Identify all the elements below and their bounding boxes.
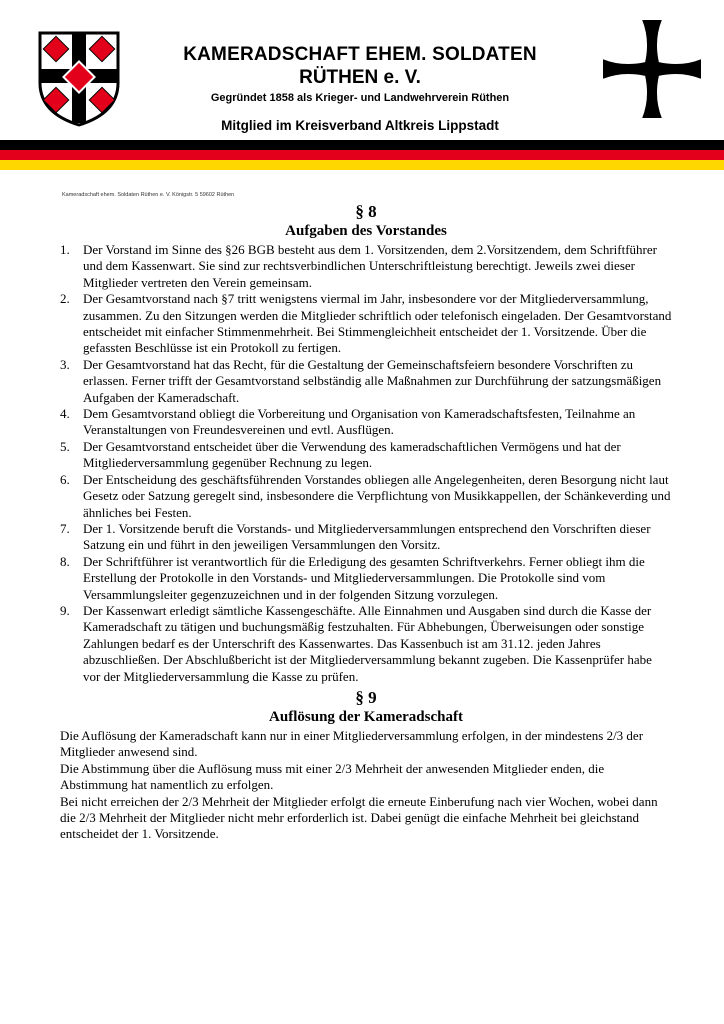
coat-of-arms-icon	[38, 31, 120, 127]
sender-address: Kameradschaft ehem. Soldaten Rüthen e. V. Königstr. 5 59602 Rüthen	[62, 192, 235, 198]
list-item-text: Der Gesamtvorstand entscheidet über die Verwendung des kameradschaftlichen Vermögens und hat der Mitgliederversammlung gegenüber Rechnung zu legen.	[83, 438, 621, 471]
org-title-line1: KAMERADSCHAFT EHEM. SOLDATEN	[183, 44, 537, 65]
list-item-text: Der Schriftführer ist verantwortlich für die Erledigung des gesamten Schriftverkehrs. Ferner obliegt ihm die Erstellung der Protokolle in den Vorstands- und Mitgliederversammlungen. Die Protokolle sind vom Versammlungsleiter gegenzuzeichnen und in der folgenden Sitzung vorzulegen.	[83, 553, 645, 602]
list-item	[60, 406, 672, 439]
section-9-paragraph: Bei nicht erreichen der 2/3 Mehrheit der Mitglieder erfolgt die erneute Einberufung nach vier Wochen, wobei dann die 2/3 Mehrheit der Mitglieder nicht mehr erforderlich ist. Dabei genügt die einfache Mehrheit bei gleichstand entscheidet der 1. Vorsitzende.	[60, 793, 658, 842]
section-9-title: Auflösung der Kameradschaft	[269, 708, 463, 725]
flag-stripe-red	[0, 150, 724, 160]
section-8-number: § 8	[355, 202, 377, 221]
list-item	[60, 472, 672, 521]
list-item-text: Der Gesamtvorstand nach §7 tritt wenigstens viermal im Jahr, insbesondere vor der Mitgliederversammlung, zusammen. Zu den Sitzungen werden die Mitglieder schriftlich oder telefonisch eingeladen. Der Gesamtvorstand entscheidet mit einfacher Stimmenmehrheit. Bei Stimmengleichheit entscheidet der 1. Vorsitzende. Über die gefassten Beschlüsse ist ein Protokoll zu fertigen.	[83, 291, 672, 356]
list-item-text: Der 1. Vorsitzende beruft die Vorstands- und Mitgliederversammlungen entsprechend den Vorschriften dieser Satzung ein und führt in den jeweiligen Versammlungen den Vorsitz.	[83, 520, 651, 553]
section-9-number: § 9	[355, 687, 377, 707]
list-item	[60, 291, 672, 357]
list-item-number: 9.	[60, 602, 70, 618]
list-item-number: 6.	[60, 471, 70, 487]
list-item-text: Der Kassenwart erledigt sämtliche Kassengeschäfte. Alle Einnahmen und Ausgaben sind durch die Kasse der Kameradschaft zu tätigen und buchungsmäßig festzuhalten. Für Abhebungen, Überweisungen oder sonstige Zahlungen bedarf es der Unterschrift des Kassenwartes. Das Kassenbuch ist am 31.12. jeden Jahres abzuschließen. Der Abschlußbericht ist der Mitgliederversammlung bekannt zugeben. Die Kassenprüfer habe vor der Mitgliederversammlung die Kasse zu prüfen.	[83, 602, 652, 684]
section-8-list	[60, 242, 672, 685]
founded-line: Gegründet 1858 als Krieger- und Landwehrverein Rüthen	[210, 92, 510, 104]
section-8-title: Aufgaben des Vorstandes	[285, 223, 447, 239]
list-item-number: 7.	[60, 520, 70, 536]
list-item-number: 2.	[60, 291, 70, 307]
list-item	[60, 357, 672, 406]
list-item-text: Der Entscheidung des geschäftsführenden Vorstandes obliegen alle Angelegenheiten, deren Besorgung nicht laut Gesetz oder Satzung geregelt sind, insbesondere die Verpflichtung von Musikkappellen, der Schänkeverding und ähnliches bei Festen.	[83, 471, 671, 520]
list-item	[60, 242, 672, 291]
list-item-number: 5.	[60, 438, 70, 454]
list-item-number: 1.	[60, 242, 70, 257]
list-item-number: 8.	[60, 553, 70, 569]
list-item-number: 4.	[60, 406, 70, 422]
document-body	[60, 202, 672, 843]
list-item	[60, 603, 672, 685]
section-9-paragraph: Die Abstimmung über die Auflösung muss mit einer 2/3 Mehrheit der anwesenden Mitglieder enden, die Abstimmung hat namentlich zu erfolgen.	[60, 760, 605, 793]
list-item	[60, 521, 672, 554]
list-item-number: 3.	[60, 356, 70, 372]
list-item-text: Dem Gesamtvorstand obliegt die Vorbereitung und Organisation von Kameradschaftsfesten, Teilnahme an Veranstaltungen von Freundesvereinen und evtl. Ausflügen.	[83, 406, 636, 438]
flag-stripe-gold	[0, 160, 724, 170]
list-item	[60, 554, 672, 603]
list-item	[60, 439, 672, 472]
list-item-text: Der Vorstand im Sinne des §26 BGB besteht aus dem 1. Vorsitzenden, dem 2.Vorsitzendem, dem Schriftführer und dem Kassenwart. Sie sind zur rechtsverbindlichen Unterschriftleistung berechtigt. Jeweils zwei dieser Mitglieder vertreten den Verein gemeinsam.	[83, 242, 657, 290]
list-item-text: Der Gesamtvorstand hat das Recht, für die Gestaltung der Gemeinschaftsfeiern besondere Vorschriften zu erlassen. Ferner trifft der Gesamtvorstand selbständig alle Maßnahmen zur Durchführung der satzungsmäßigen Aufgaben der Kameradschaft.	[83, 356, 662, 405]
org-title-line2: RÜTHEN e. V.	[299, 67, 421, 88]
flag-stripe-black	[0, 140, 724, 150]
membership-line: Mitglied im Kreisverband Altkreis Lippstadt	[221, 118, 499, 133]
iron-cross-icon	[603, 20, 701, 118]
section-9-paragraph: Die Auflösung der Kameradschaft kann nur in einer Mitgliederversammlung erfolgen, in der mindestens 2/3 der Mitglieder anwesend sind.	[60, 727, 644, 760]
letterhead	[0, 0, 724, 180]
